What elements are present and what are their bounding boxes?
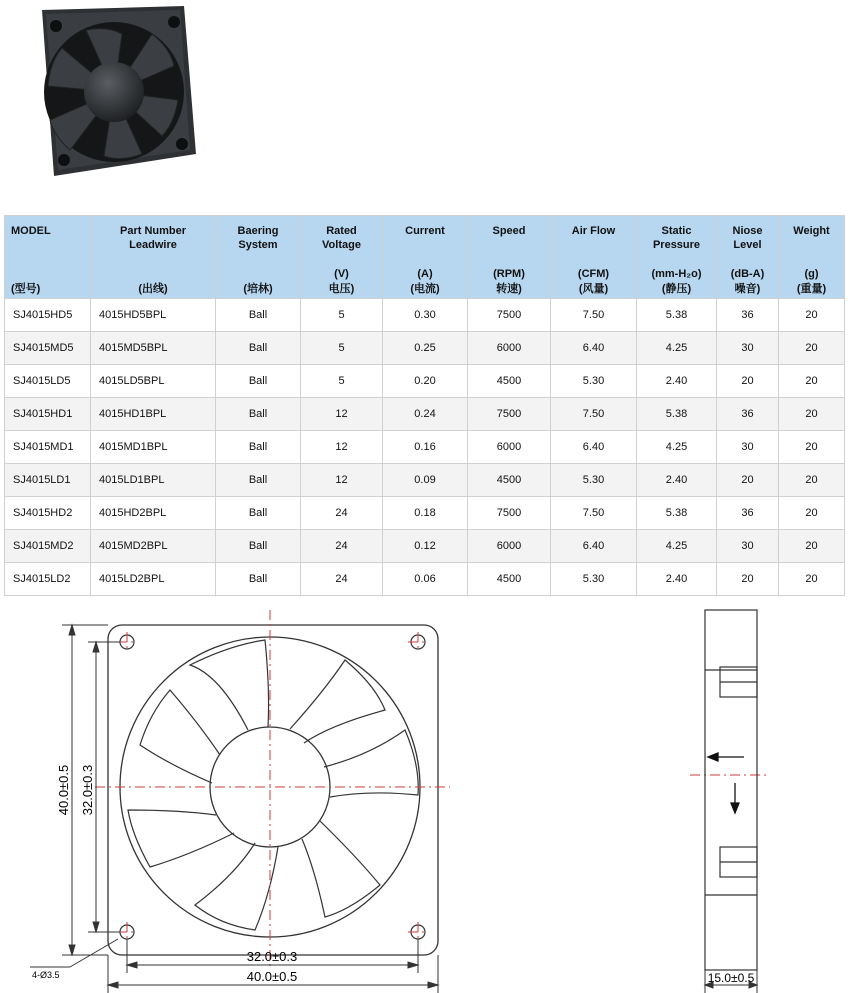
airflow-arrows bbox=[708, 753, 744, 813]
table-cell: SJ4015LD5 bbox=[5, 365, 91, 398]
table-cell: 4015LD2BPL bbox=[91, 563, 216, 596]
header-unit: (V) bbox=[334, 268, 349, 280]
table-cell: 7.50 bbox=[551, 398, 637, 431]
header-en: Static Pressure bbox=[652, 225, 701, 251]
table-cell: Ball bbox=[216, 431, 301, 464]
table-cell: SJ4015MD5 bbox=[5, 332, 91, 365]
header-en: Niose Level bbox=[732, 225, 763, 251]
front-view bbox=[108, 625, 438, 955]
table-cell: 0.16 bbox=[383, 431, 468, 464]
header-en: Air Flow bbox=[571, 225, 616, 237]
table-cell: 5.38 bbox=[637, 299, 717, 332]
table-cell: 0.06 bbox=[383, 563, 468, 596]
table-cell: 20 bbox=[779, 398, 845, 431]
header-cell bbox=[468, 216, 551, 299]
table-cell: Ball bbox=[216, 332, 301, 365]
table-cell: 2.40 bbox=[637, 464, 717, 497]
table-cell: 20 bbox=[779, 431, 845, 464]
header-cn: (型号) bbox=[11, 283, 41, 295]
dim-hole-diameter: 4-Ø3.5 bbox=[32, 970, 60, 980]
table-cell: Ball bbox=[216, 398, 301, 431]
header-cell bbox=[637, 216, 717, 299]
table-row bbox=[5, 563, 845, 596]
table-cell: 20 bbox=[779, 332, 845, 365]
header-unit: (RPM) bbox=[493, 268, 525, 280]
header-cn: (重量) bbox=[796, 283, 827, 295]
table-row bbox=[5, 497, 845, 530]
table-cell: 24 bbox=[301, 530, 383, 563]
header-cell bbox=[551, 216, 637, 299]
table-cell: 4015HD1BPL bbox=[91, 398, 216, 431]
table-cell: 4500 bbox=[468, 365, 551, 398]
table-cell: 7500 bbox=[468, 299, 551, 332]
table-row bbox=[5, 332, 845, 365]
header-cn: (培林) bbox=[243, 283, 273, 295]
header-cn: 噪音) bbox=[734, 283, 761, 295]
table-body bbox=[5, 299, 845, 596]
header-cell bbox=[383, 216, 468, 299]
header-cn: (出线) bbox=[138, 283, 168, 295]
table-cell: 4015HD2BPL bbox=[91, 497, 216, 530]
table-cell: 0.12 bbox=[383, 530, 468, 563]
table-cell: 12 bbox=[301, 431, 383, 464]
table-cell: 4015MD1BPL bbox=[91, 431, 216, 464]
table-cell: 6.40 bbox=[551, 530, 637, 563]
table-cell: 4015MD2BPL bbox=[91, 530, 216, 563]
table-cell: 5 bbox=[301, 332, 383, 365]
header-cell bbox=[91, 216, 216, 299]
table-row bbox=[5, 530, 845, 563]
table-cell: 20 bbox=[779, 563, 845, 596]
table-cell: 20 bbox=[779, 497, 845, 530]
header-cn: (静压) bbox=[661, 283, 692, 295]
table-cell: SJ4015MD2 bbox=[5, 530, 91, 563]
dim-thickness: 15.0±0.5 bbox=[707, 971, 755, 985]
table-row bbox=[5, 299, 845, 332]
header-cn: (电流) bbox=[410, 283, 440, 295]
table-cell: Ball bbox=[216, 464, 301, 497]
table-cell: 2.40 bbox=[637, 563, 717, 596]
table-row bbox=[5, 365, 845, 398]
table-cell: 5.30 bbox=[551, 365, 637, 398]
table-cell: 4500 bbox=[468, 563, 551, 596]
table-cell: 5 bbox=[301, 299, 383, 332]
table-cell: 6000 bbox=[468, 431, 551, 464]
table-cell: 7.50 bbox=[551, 299, 637, 332]
table-cell: 4015LD1BPL bbox=[91, 464, 216, 497]
table-cell: 4015MD5BPL bbox=[91, 332, 216, 365]
header-cell bbox=[779, 216, 845, 299]
header-en: Baering System bbox=[237, 225, 279, 251]
table-cell: 20 bbox=[779, 530, 845, 563]
table-cell: 24 bbox=[301, 563, 383, 596]
table-cell: 5.30 bbox=[551, 464, 637, 497]
table-cell: SJ4015HD5 bbox=[5, 299, 91, 332]
table-cell: 6000 bbox=[468, 332, 551, 365]
table-cell: 4015HD5BPL bbox=[91, 299, 216, 332]
side-view bbox=[705, 610, 757, 970]
header-en: MODEL bbox=[11, 225, 51, 237]
table-cell: 12 bbox=[301, 464, 383, 497]
table-cell: Ball bbox=[216, 299, 301, 332]
table-cell: 0.30 bbox=[383, 299, 468, 332]
header-unit: (mm-H₂o) bbox=[651, 268, 702, 280]
table-cell: 4.25 bbox=[637, 332, 717, 365]
header-en: Current bbox=[405, 225, 445, 237]
table-cell: 0.18 bbox=[383, 497, 468, 530]
table-cell: 20 bbox=[779, 464, 845, 497]
table-cell: 7500 bbox=[468, 497, 551, 530]
header-cell bbox=[216, 216, 301, 299]
header-cell bbox=[301, 216, 383, 299]
table-row bbox=[5, 431, 845, 464]
dim-outer-width: 40.0±0.5 bbox=[246, 969, 298, 984]
header-unit: (A) bbox=[417, 268, 433, 280]
dimension-drawing bbox=[0, 605, 850, 993]
table-cell: 20 bbox=[717, 464, 779, 497]
header-cn: (风量) bbox=[578, 283, 609, 295]
table-row bbox=[5, 464, 845, 497]
table-cell: 0.20 bbox=[383, 365, 468, 398]
table-row bbox=[5, 398, 845, 431]
table-cell: 30 bbox=[717, 431, 779, 464]
table-cell: 5.38 bbox=[637, 497, 717, 530]
header-en: Rated Voltage bbox=[322, 225, 361, 251]
table-cell: 20 bbox=[779, 299, 845, 332]
table-header-row bbox=[5, 216, 845, 299]
table-cell: 4.25 bbox=[637, 530, 717, 563]
table-cell: 5.38 bbox=[637, 398, 717, 431]
table-cell: Ball bbox=[216, 563, 301, 596]
header-en: Weight bbox=[793, 225, 830, 237]
table-cell: 7500 bbox=[468, 398, 551, 431]
table-cell: 0.25 bbox=[383, 332, 468, 365]
table-cell: SJ4015LD1 bbox=[5, 464, 91, 497]
header-unit: (dB-A) bbox=[730, 268, 765, 280]
dim-hole-width: 32.0±0.3 bbox=[246, 949, 298, 964]
table-cell: 30 bbox=[717, 332, 779, 365]
table-cell: 12 bbox=[301, 398, 383, 431]
table-cell: 0.09 bbox=[383, 464, 468, 497]
table-cell: 0.24 bbox=[383, 398, 468, 431]
table-cell: Ball bbox=[216, 497, 301, 530]
table-cell: 36 bbox=[717, 299, 779, 332]
header-en: Speed bbox=[492, 225, 526, 237]
table-cell: 36 bbox=[717, 497, 779, 530]
table-cell: 5 bbox=[301, 365, 383, 398]
table-cell: 6.40 bbox=[551, 431, 637, 464]
fan-product-photo bbox=[24, 4, 199, 179]
table-cell: 4.25 bbox=[637, 431, 717, 464]
table-cell: 20 bbox=[717, 365, 779, 398]
table-cell: 4015LD5BPL bbox=[91, 365, 216, 398]
table-cell: SJ4015MD1 bbox=[5, 431, 91, 464]
header-en: Part Number Leadwire bbox=[119, 225, 187, 251]
header-cell bbox=[5, 216, 91, 299]
header-cell bbox=[717, 216, 779, 299]
table-cell: 5.30 bbox=[551, 563, 637, 596]
header-unit: (g) bbox=[804, 268, 819, 280]
table-cell: SJ4015HD2 bbox=[5, 497, 91, 530]
centerlines bbox=[95, 610, 770, 970]
table-cell: 36 bbox=[717, 398, 779, 431]
table-cell: 20 bbox=[779, 365, 845, 398]
header-unit: (CFM) bbox=[577, 268, 610, 280]
table-cell: 7.50 bbox=[551, 497, 637, 530]
table-cell: Ball bbox=[216, 365, 301, 398]
table-cell: 24 bbox=[301, 497, 383, 530]
table-cell: 6.40 bbox=[551, 332, 637, 365]
header-cn: 转速) bbox=[496, 283, 522, 295]
dim-hole-height: 32.0±0.3 bbox=[80, 764, 95, 816]
table-cell: 4500 bbox=[468, 464, 551, 497]
spec-table bbox=[4, 215, 845, 596]
header-cn: 电压) bbox=[328, 283, 355, 295]
table-cell: 20 bbox=[717, 563, 779, 596]
table-cell: 2.40 bbox=[637, 365, 717, 398]
table-cell: SJ4015LD2 bbox=[5, 563, 91, 596]
table-cell: SJ4015HD1 bbox=[5, 398, 91, 431]
table-cell: 6000 bbox=[468, 530, 551, 563]
dim-outer-height: 40.0±0.5 bbox=[56, 764, 71, 816]
table-cell: Ball bbox=[216, 530, 301, 563]
table-cell: 30 bbox=[717, 530, 779, 563]
